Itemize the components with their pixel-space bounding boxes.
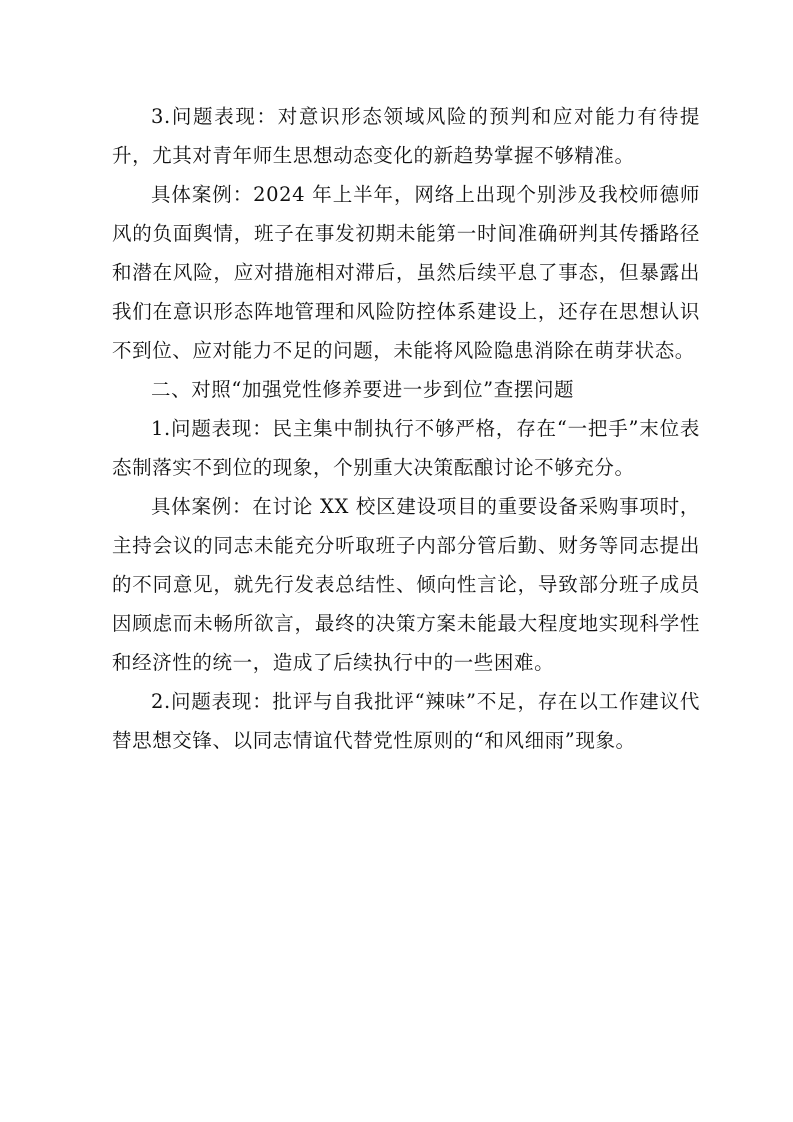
- document-body: [112, 97, 700, 760]
- paragraph-problem-3: 3.问题表现：对意识形态领域风险的预判和应对能力有待提升，尤其对青年师生思想动态变化的新趋势掌握不够精准。: [112, 105, 700, 167]
- paragraph-problem-1: 1.问题表现：民主集中制执行不够严格，存在“一把手”末位表态制落实不到位的现象，个别重大决策酝酿讨论不够充分。: [112, 417, 700, 479]
- paragraph-problem-2: 2.问题表现：批评与自我批评“辣味”不足，存在以工作建议代替思想交锋、以同志情谊代替党性原则的“和风细雨”现象。: [112, 690, 700, 752]
- paragraph-case-2: 具体案例：在讨论 XX 校区建设项目的重要设备采购事项时，主持会议的同志未能充分听取班子内部分管后勤、财务等同志提出的不同意见，就先行发表总结性、倾向性言论，导致部分班子成员因顾虑而未畅所欲言，最终的决策方案未能最大程度地实现科学性和经济性的统一，造成了后续执行中的一些困难。: [112, 495, 700, 674]
- paragraph-case-1: 具体案例：2024 年上半年，网络上出现个别涉及我校师德师风的负面舆情，班子在事发初期未能第一时间准确研判其传播路径和潜在风险，应对措施相对滞后，虽然后续平息了事态，但暴露出我们在意识形态阵地管理和风险防控体系建设上，还存在思想认识不到位、应对能力不足的问题，未能将风险隐患消除在萌芽状态。: [112, 183, 700, 362]
- section-heading-2: 二、对照“加强党性修养要进一步到位”查摆问题: [151, 378, 575, 401]
